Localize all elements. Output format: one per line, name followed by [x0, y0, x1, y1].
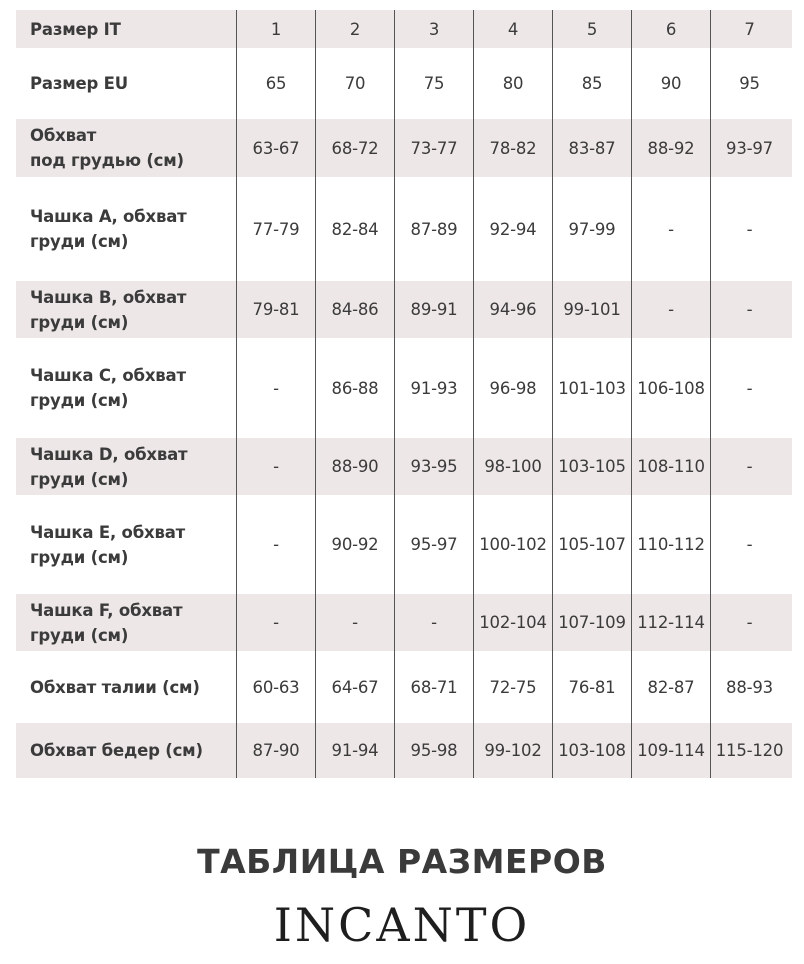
table-cell: 105-107 [552, 495, 631, 594]
table-cell: 99-101 [552, 281, 631, 338]
row-label-text: Обхват бедер (см) [30, 741, 203, 760]
table-cell: 88-90 [315, 438, 394, 495]
table-cell: 68-71 [394, 651, 473, 723]
table-row [16, 723, 792, 778]
table-cell: 5 [552, 10, 631, 48]
table-row [16, 281, 792, 338]
table-cell: 115-120 [710, 723, 788, 778]
table-cell: 97-99 [552, 177, 631, 281]
table-cell: 64-67 [315, 651, 394, 723]
table-cell: 79-81 [236, 281, 315, 338]
table-cell: 4 [473, 10, 552, 48]
table-cell: 107-109 [552, 594, 631, 651]
table-cell: 3 [394, 10, 473, 48]
table-row [16, 48, 792, 119]
row-label [16, 338, 236, 438]
table-cell: 101-103 [552, 338, 631, 438]
table-cell: 94-96 [473, 281, 552, 338]
table-cell: 82-84 [315, 177, 394, 281]
table-cell: - [236, 495, 315, 594]
table-cell: 106-108 [631, 338, 710, 438]
table-cell: 93-95 [394, 438, 473, 495]
table-row [16, 438, 792, 495]
table-cell: 108-110 [631, 438, 710, 495]
row-label [16, 281, 236, 338]
table-cell: 89-91 [394, 281, 473, 338]
table-cell: 109-114 [631, 723, 710, 778]
table-row [16, 119, 792, 177]
table-cell: - [236, 438, 315, 495]
table-cell: 110-112 [631, 495, 710, 594]
row-label-text: Чашка В, обхват груди (см) [30, 287, 187, 332]
table-cell: 70 [315, 48, 394, 119]
table-cell: - [710, 495, 788, 594]
table-cell: 84-86 [315, 281, 394, 338]
table-cell: 87-89 [394, 177, 473, 281]
table-cell: 72-75 [473, 651, 552, 723]
row-label [16, 594, 236, 651]
table-cell: 99-102 [473, 723, 552, 778]
table-cell: 73-77 [394, 119, 473, 177]
table-cell: 77-79 [236, 177, 315, 281]
table-row [16, 10, 792, 48]
table-cell: 95 [710, 48, 788, 119]
table-cell: - [315, 594, 394, 651]
table-cell: - [710, 438, 788, 495]
table-cell: - [631, 177, 710, 281]
table-row [16, 177, 792, 281]
table-cell: - [236, 338, 315, 438]
row-label-text: Обхват под грудью (см) [30, 126, 184, 170]
table-cell: 88-92 [631, 119, 710, 177]
table-cell: 93-97 [710, 119, 788, 177]
row-label-text: Чашка А, обхват груди (см) [30, 207, 187, 251]
table-cell: 68-72 [315, 119, 394, 177]
table-row [16, 651, 792, 723]
table-cell: 7 [710, 10, 788, 48]
table-cell: 100-102 [473, 495, 552, 594]
table-cell: 63-67 [236, 119, 315, 177]
table-cell: - [710, 594, 788, 651]
table-cell: 95-98 [394, 723, 473, 778]
table-cell: 90 [631, 48, 710, 119]
table-cell: 65 [236, 48, 315, 119]
table-cell: 85 [552, 48, 631, 119]
table-cell: 1 [236, 10, 315, 48]
table-cell: 82-87 [631, 651, 710, 723]
row-label-text: Обхват талии (см) [30, 677, 200, 697]
table-cell: 86-88 [315, 338, 394, 438]
row-label-text: Размер EU [30, 74, 128, 93]
table-cell: 6 [631, 10, 710, 48]
table-cell: 103-108 [552, 723, 631, 778]
table-cell: 103-105 [552, 438, 631, 495]
row-label [16, 723, 236, 778]
table-cell: 80 [473, 48, 552, 119]
table-cell: 98-100 [473, 438, 552, 495]
table-cell: 91-93 [394, 338, 473, 438]
table-cell: 87-90 [236, 723, 315, 778]
row-label [16, 48, 236, 119]
table-cell: 88-93 [710, 651, 788, 723]
table-cell: 91-94 [315, 723, 394, 778]
row-label [16, 438, 236, 495]
table-cell: - [710, 338, 788, 438]
table-row [16, 338, 792, 438]
table-cell: 76-81 [552, 651, 631, 723]
table-cell: 75 [394, 48, 473, 119]
table-cell: 78-82 [473, 119, 552, 177]
row-label [16, 651, 236, 723]
row-label-text: Размер IT [30, 19, 121, 39]
table-row [16, 495, 792, 594]
row-label-text: Чашка С, обхват груди (см) [30, 366, 186, 410]
table-cell: 112-114 [631, 594, 710, 651]
table-title: ТАБЛИЦА РАЗМЕРОВ [197, 842, 607, 881]
row-label-text: Чашка D, обхват груди (см) [30, 444, 188, 489]
table-cell: 90-92 [315, 495, 394, 594]
table-cell: 92-94 [473, 177, 552, 281]
table-cell: 96-98 [473, 338, 552, 438]
size-table [16, 10, 792, 778]
row-label [16, 10, 236, 48]
table-cell: - [394, 594, 473, 651]
row-label [16, 119, 236, 177]
row-label-text: Чашка F, обхват груди (см) [30, 600, 183, 645]
table-cell: 2 [315, 10, 394, 48]
table-cell: - [710, 177, 788, 281]
row-label [16, 495, 236, 594]
table-cell: 60-63 [236, 651, 315, 723]
row-label [16, 177, 236, 281]
table-cell: - [710, 281, 788, 338]
table-cell: - [631, 281, 710, 338]
table-cell: 102-104 [473, 594, 552, 651]
table-cell: 83-87 [552, 119, 631, 177]
brand-logo: INCANTO [273, 898, 531, 952]
table-row [16, 594, 792, 651]
row-label-text: Чашка Е, обхват груди (см) [30, 522, 185, 567]
table-cell: - [236, 594, 315, 651]
table-cell: 95-97 [394, 495, 473, 594]
